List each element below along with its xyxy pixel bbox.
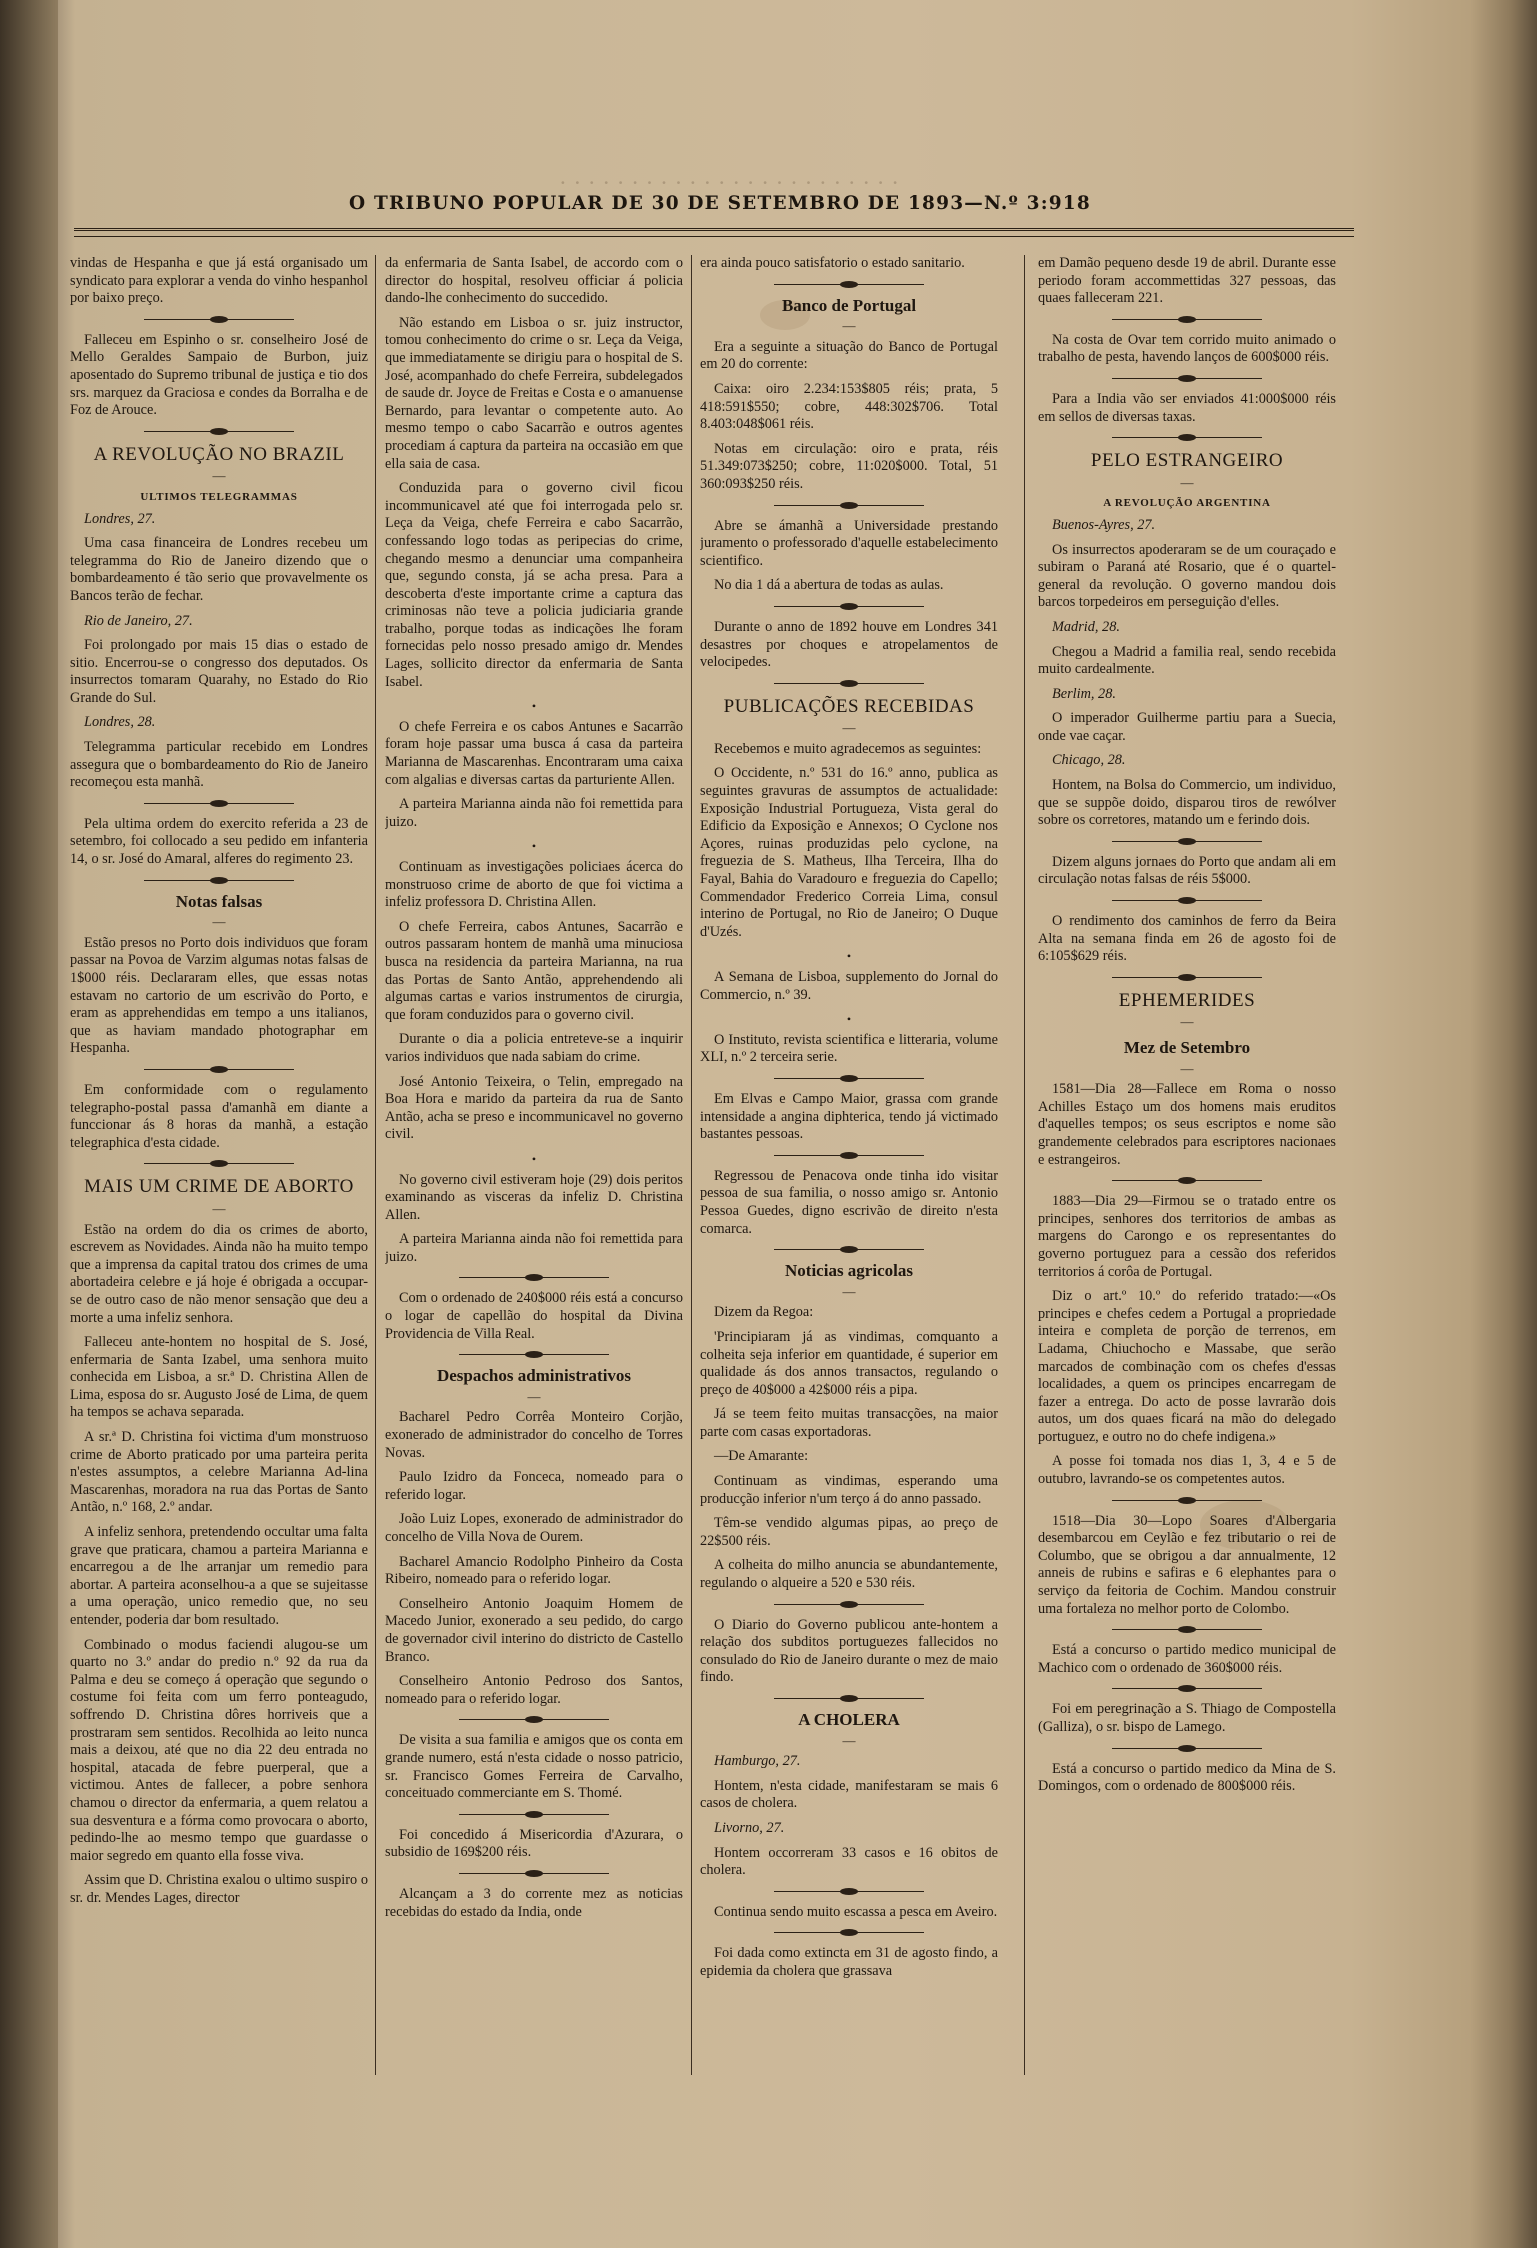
heading-dash: — [527, 1388, 541, 1404]
section-ornament [459, 1273, 609, 1282]
paragraph: Continuam as vindimas, esperando uma producção inferior n'um terço á do anno passado. [700, 1473, 998, 1507]
section-ornament [459, 1810, 609, 1819]
paragraph: Continua sendo muito escassa a pesca em Aveiro. [714, 1903, 998, 1920]
paragraph: A posse foi tomada nos dias 1, 3, 4 e 5 de outubro, lavrando-se os competentes autos. [1038, 1453, 1336, 1488]
show-through-text: · · · · · · · · · · · · · · · · · · · · · · · · [560, 174, 900, 192]
section-heading: Despachos administrativos [436, 1366, 632, 1386]
paragraph: Foi em peregrinação a S. Thiago de Compostella (Galliza), o sr. bispo de Lamego. [1038, 1701, 1336, 1735]
paragraph: O Instituto, revista scientifica e litteraria, volume XLI, n.º 2 terceira serie. [700, 1031, 998, 1066]
section-subheading: ULTIMOS TELEGRAMMAS [140, 490, 298, 503]
dateline: Londres, 28. [84, 714, 156, 731]
paragraph: Hontem, n'esta cidade, manifestaram se mais 6 casos de cholera. [700, 1777, 998, 1812]
paragraph: No dia 1 dá a abertura de todas as aulas. [714, 577, 944, 594]
paragraph: Telegramma particular recebido em Londres assegura que o bombardeamento do Rio de Janeiro recomeçou esta manhã. [70, 739, 368, 791]
paragraph: Em Elvas e Campo Maior, grassa com grande intensidade a angina diphterica, tendo já victimado bastantes pessoas. [700, 1090, 998, 1143]
paragraph: Falleceu em Espinho o sr. conselheiro José de Mello Geraldes Sampaio de Burbon, juiz aposentado do Supremo tribunal de justiça e tio dos srs. marquez da Graciosa e condes da Borralha e de Foz de Arouce. [70, 331, 368, 419]
paragraph: O Occidente, n.º 531 do 16.º anno, publica as seguintes gravuras de assumptos de actualidade: Exposição Industrial Portugueza, Vista geral do Edificio da Exposição e Annexos; O Cyclone nos Açores, ruinas produzidas pelo cyclone, na freguezia de S. Matheus, Ilha Terceira, Ilha do Fayal, Bahia do Varadouro e freguezia do Capello; Commendador Frederico Correia Lima, consul interino de Portugal, no Rio de Janeiro; O Duque d'Uzés. [700, 765, 998, 940]
section-ornament [1112, 837, 1262, 846]
dateline: Berlim, 28. [1052, 685, 1116, 702]
heading-dash: — [842, 318, 856, 334]
paragraph: Paulo Izidro da Fonceca, nomeado para o referido logar. [385, 1469, 683, 1503]
section-ornament [459, 1869, 609, 1878]
paragraph: A colheita do milho anuncia se abundantemente, regulando o alqueire a 520 e 530 réis. [700, 1557, 998, 1592]
paragraph: Está a concurso o partido medico municipal de Machico com o ordenado de 360$000 réis. [1038, 1642, 1336, 1676]
paragraph: Chegou a Madrid a familia real, sendo recebida muito cardealmente. [1038, 643, 1336, 678]
section-ornament [774, 1151, 924, 1160]
section-ornament [459, 1350, 609, 1359]
section-heading: Banco de Portugal [781, 295, 917, 315]
paragraph: Na costa de Ovar tem corrido muito animado o trabalho de pesta, havendo lanços de 600$000 réis. [1038, 331, 1336, 366]
heading-dash: — [1180, 474, 1194, 490]
paragraph: Recebemos e muito agradecemos as seguintes: [714, 740, 982, 757]
heading-dash: — [842, 1732, 856, 1748]
heading-dash: — [1180, 1060, 1194, 1076]
section-ornament [459, 1715, 609, 1724]
column-divider [691, 255, 692, 2075]
header-rule [74, 228, 1354, 231]
paragraph: José Antonio Teixeira, o Telin, empregado na Boa Hora e marido da parteira da rua de Santo Antão, acha se preso e incommunicavel no governo civil. [385, 1073, 683, 1143]
paragraph: Está a concurso o partido medico da Mina de S. Domingos, com o ordenado de 800$000 réis. [1038, 1760, 1336, 1795]
paragraph: Falleceu ante-hontem no hospital de S. José, enfermaria de Santa Izabel, uma senhora muito conhecida em Lisboa, a sr.ª D. Christina Allen de Lima, esposa do sr. Augusto José de Lima, de quem ha tempos se achava separada. [70, 1334, 368, 1421]
section-ornament [144, 799, 294, 808]
section-ornament [774, 1928, 924, 1937]
section-ornament [774, 679, 924, 688]
column-4 [1038, 255, 1336, 2085]
paragraph: Assim que D. Christina exalou o ultimo suspiro o sr. dr. Mendes Lages, director [70, 1872, 368, 1906]
heading-dash: — [842, 720, 856, 736]
section-ornament [144, 427, 294, 436]
separator-bullet: • [846, 1012, 852, 1027]
paragraph: A sr.ª D. Christina foi victima d'um monstruoso crime de Aborto praticado por uma parteira perita n'estes assumptos, a celebre Marianna Ad-lina Mascarenhas, moradora na rua das Portas de Santo Antão, n.º 168, 2.º andar. [70, 1429, 368, 1516]
column-1 [70, 255, 368, 2085]
paragraph: Foi prolongado por mais 15 dias o estado de sitio. Encerrou-se o congresso dos deputados. Os insurrectos tomaram Quarahy, no Estado do Rio Grande do Sul. [70, 637, 368, 706]
section-heading: Noticias agricolas [785, 1261, 913, 1281]
paragraph: Em conformidade com o regulamento telegrapho-postal passa d'amanhã em diante a funccionar ás 8 horas da manhã, a estação telegraphica d'esta cidade. [70, 1081, 368, 1151]
section-heading: A CHOLERA [798, 1710, 900, 1729]
section-ornament [774, 501, 924, 510]
paragraph: em Damão pequeno desde 19 de abril. Durante esse periodo foram accommettidas 327 pessoas, das quaes falleceram 221. [1038, 255, 1336, 307]
paragraph: A parteira Marianna ainda não foi remettida para juizo. [385, 796, 683, 830]
column-divider [1024, 255, 1025, 2075]
section-ornament [774, 1600, 924, 1609]
section-heading: PELO ESTRANGEIRO [1090, 450, 1284, 472]
paragraph: 'Principiaram já as vindimas, comquanto a colheita seja inferior em quantidade, é superior em qualidade ás dos annos transactos, regulando o preço de 40$000 a 42$000 réis a pipa. [700, 1328, 998, 1398]
paragraph: Era a seguinte a situação do Banco de Portugal em 20 do corrente: [700, 338, 998, 373]
section-ornament [1112, 1625, 1262, 1634]
paragraph: João Luiz Lopes, exonerado de administrador do concelho de Villa Nova de Ourem. [385, 1511, 683, 1545]
paragraph: Uma casa financeira de Londres recebeu um telegramma do Rio de Janeiro dizendo que o bombardeamento é tão serio que provavelmente os Bancos terão de fechar. [70, 535, 368, 604]
paragraph: A Semana de Lisboa, supplemento do Jornal do Commercio, n.º 39. [700, 969, 998, 1003]
column-divider [375, 255, 376, 2075]
paragraph: Já se teem feito muitas transacções, na maior parte com casas exportadoras. [700, 1406, 998, 1440]
paragraph: Para a India vão ser enviados 41:000$000 réis em sellos de diversas taxas. [1038, 390, 1336, 425]
dateline: Chicago, 28. [1052, 752, 1126, 769]
section-heading: EPHEMERIDES [1118, 989, 1256, 1011]
paragraph: Regressou de Penacova onde tinha ido visitar pessoa de sua familia, o nosso amigo sr. Antonio Pessoa Guedes, digno escrivão de direito n'esta comarca. [700, 1167, 998, 1237]
column-3 [700, 255, 998, 2085]
paragraph: O imperador Guilherme partiu para a Suecia, onde vae caçar. [1038, 710, 1336, 744]
paragraph: Estão presos no Porto dois individuos que foram passar na Povoa de Varzim algumas notas falsas de 1$000 réis. Declararam elles, que essas notas estavam no cartorio de um escrivão do Porto, e eram as apprehendidas em tempo a uns italianos, que as haviam mandado photographar em Hespanha. [70, 934, 368, 1057]
page-header: O TRIBUNO POPULAR DE 30 DE SETEMBRO DE 1893—N.º 3:918 [349, 193, 1091, 214]
section-ornament [1112, 315, 1262, 324]
heading-dash: — [842, 1283, 856, 1299]
section-ornament [144, 1065, 294, 1074]
paragraph: 1518—Dia 30—Lopo Soares d'Albergaria desembarcou em Ceylão e fez tributario o rei de Columbo, que se obrigou a dar annualmente, 12 anneis de rubins e safiras e 6 elephantes para o serviço da feitoria de Cochim. Mandou construir uma fortaleza no melhor porto de Colombo. [1038, 1512, 1336, 1617]
separator-bullet: • [531, 699, 537, 714]
paragraph: O rendimento dos caminhos de ferro da Beira Alta na semana finda em 26 de agosto foi de 6:105$629 réis. [1038, 913, 1336, 965]
section-ornament [1112, 1496, 1262, 1505]
paragraph: Continuam as investigações policiaes ácerca do monstruoso crime de aborto de que foi victima a infeliz professora D. Christina Allen. [385, 859, 683, 911]
binding-edge [0, 0, 58, 2248]
section-ornament [1112, 896, 1262, 905]
paragraph: De visita a sua familia e amigos que os conta em grande numero, está n'esta cidade o nosso patricio, sr. Francisco Gomes Ferreira de Carvalho, conceituado commerciante em S. Thomé. [385, 1732, 683, 1802]
paragraph: —De Amarante: [714, 1448, 809, 1465]
paragraph: Alcançam a 3 do corrente mez as noticias recebidas do estado da India, onde [385, 1885, 683, 1920]
paragraph: Com o ordenado de 240$000 réis está a concurso o logar de capellão do hospital da Divina Providencia de Villa Real. [385, 1290, 683, 1342]
dateline: Rio de Janeiro, 27. [84, 612, 193, 629]
section-heading: Mez de Setembro [1123, 1038, 1251, 1057]
paragraph: A infeliz senhora, pretendendo occultar uma falta grave que praticara, chamou a parteira Marianna e encarregou a de lhe arranjar um remedio para abortar. A parteira aconselhou-a a que se sujeitasse a uma operação, unico remedio que, no seu entender, poderia dar bom resultado. [70, 1524, 368, 1628]
paragraph: Conselheiro Antonio Pedroso dos Santos, nomeado para o referido logar. [385, 1673, 683, 1707]
section-ornament [774, 1694, 924, 1703]
dateline: Livorno, 27. [714, 1819, 785, 1836]
paragraph: Caixa: oiro 2.234:153$805 réis; prata, 5 418:591$550; cobre, 448:302$706. Total 8.403:048$061 réis. [700, 380, 998, 433]
paragraph: Conduzida para o governo civil ficou incommunicavel até que foi interrogada pelo sr. Leça da Veiga, chefe Ferreira e cabo Sacarrão, confessando logo todas as peripecias do crime, chegando mesmo a denunciar uma companheira que, segundo consta, já se acha presa. Para a descoberta d'este importante crime a captura das criminosas não teve a policia judiciaria grande trabalho, porque todas as indicações lhe foram fornecidas pelo nosso presado amigo dr. Mendes Lages, sollicito director da enfermaria de Santa Isabel. [385, 480, 683, 690]
section-ornament [1112, 433, 1262, 442]
paragraph: Bacharel Pedro Corrêa Monteiro Corjão, exonerado de administrador do concelho de Torres Novas. [385, 1409, 683, 1461]
section-heading: Notas falsas [175, 891, 263, 911]
heading-dash: — [212, 468, 226, 484]
separator-bullet: • [531, 1151, 537, 1166]
paragraph: era ainda pouco satisfatorio o estado sanitario. [700, 255, 965, 271]
paragraph: Foi dada como extincta em 31 de agosto findo, a epidemia da cholera que grassava [700, 1945, 998, 1979]
section-ornament [774, 602, 924, 611]
section-ornament [774, 280, 924, 289]
paragraph: Estão na ordem do dia os crimes de aborto, escrevem as Novidades. Ainda não ha muito tempo que a imprensa da capital tratou dos crimes de uma abortadeira celebre e já hoje é obrigada a occupar-se de outro caso de não menor sensação que deu a morte a uma infeliz senhora. [70, 1221, 368, 1326]
section-ornament [1112, 1684, 1262, 1693]
separator-bullet: • [531, 839, 537, 854]
section-heading: PUBLICAÇÕES RECEBIDAS [723, 695, 975, 717]
paragraph: Foi concedido á Misericordia d'Azurara, o subsidio de 169$200 réis. [385, 1826, 683, 1861]
paragraph: Não estando em Lisboa o sr. juiz instructor, tomou conhecimento do crime o sr. Leça da Veiga, que immediatamente se dirigiu para o hospital de S. José, acompanhado do chefe Ferreira, subdelegados de saude dr. Joyce de Freitas e Costa e o amanuense Bernardo, para levantar o competente auto. Ao mesmo tempo o cabo Sacarrão e outros agentes procediam á captura da parteira na occasião em que ella saia de casa. [385, 314, 683, 472]
section-ornament [1112, 1176, 1262, 1185]
paragraph: Dizem da Regoa: [714, 1304, 814, 1321]
paragraph: vindas de Hespanha e que já está organisado um syndicato para explorar a venda do vinho hespanhol por baixo preço. [70, 255, 368, 307]
section-heading: MAIS UM CRIME DE ABORTO [84, 1176, 354, 1198]
heading-dash: — [1180, 1014, 1194, 1030]
section-ornament [144, 1159, 294, 1168]
paragraph: Diz o art.º 10.º do referido tratado:—«Os principes e chefes cedem a Portugal a propriedade inteira e completa de porção de terrenos, em Ladama, Chiuchocho e Massabe, que serão marcados de combinação com os chefes d'essas localidades, a quem os principes encarregam de fazer a entrega. Do acto de posse lavrarão dois autos, um dos quaes ficará na mão do delegado portuguez, e outro no do chefe indigena.» [1038, 1288, 1336, 1445]
section-ornament [774, 1887, 924, 1896]
dateline: Madrid, 28. [1052, 618, 1120, 635]
paragraph: da enfermaria de Santa Isabel, de accordo com o director do hospital, resolveu officiar á policia dando-lhe conhecimento do succedido. [385, 255, 683, 307]
paragraph: Conselheiro Antonio Joaquim Homem de Macedo Junior, exonerado a seu pedido, do cargo de governador civil interino do districto de Castello Branco. [385, 1595, 683, 1665]
section-ornament [1112, 374, 1262, 383]
paragraph: 1883—Dia 29—Firmou se o tratado entre os principes, senhores dos territorios de ambas as margens do Carongo e os representantes do governo portuguez para a cessão dos referidos territorios á corôa de Portugal. [1038, 1193, 1336, 1280]
header-rule [74, 236, 1354, 237]
paragraph: Abre se ámanhã a Universidade prestando juramento o professorado d'aquelle estabelecimento scientifico. [700, 517, 998, 569]
paragraph: 1581—Dia 28—Fallece em Roma o nosso Achilles Estaço um dos homens mais eruditos d'aquelles tempos; os seus escriptos e nome são grandemente celebrados para escriptores nacionaes e estrangeiros. [1038, 1081, 1336, 1168]
paragraph: Têm-se vendido algumas pipas, ao preço de 22$500 réis. [700, 1515, 998, 1549]
paragraph: Combinado o modus faciendi alugou-se um quarto no 3.º andar do predio n.º 92 da rua da Palma e deu se começo á operação que segundo o costume foi feita com um ferro ponteagudo, soffrendo D. Christina dôres horriveis que a prostraram sem sentidos. Recolhida ao leito nunca mais a deixou, até que no dia 22 deu entrada no hospital, atacada de febre puerperal, que a victimou. Antes de fallecer, a pobre senhora chamou o director da enfermaria, a quem relatou a sua desventura e a fórma como provocara o aborto, pedindo-lhe ao mesmo tempo que guardasse o maior segredo em quanto ella fosse viva. [70, 1636, 368, 1864]
paragraph: Os insurrectos apoderaram se de um couraçado e subiram o Paraná até Rosario, que é o quartel-general da revolução. O governo mandou dois barcos torpedeiros em perseguição d'elles. [1038, 541, 1336, 611]
section-ornament [774, 1074, 924, 1083]
paragraph: A parteira Marianna ainda não foi remettida para juizo. [385, 1231, 683, 1265]
paragraph: No governo civil estiveram hoje (29) dois peritos examinando as visceras da infeliz D. Christina Allen. [385, 1171, 683, 1223]
dateline: Londres, 27. [84, 510, 156, 527]
paragraph: Dizem alguns jornaes do Porto que andam ali em circulação notas falsas de réis 5$000. [1038, 853, 1336, 888]
paragraph: Notas em circulação: oiro e prata, réis 51.349:073$250; cobre, 11:020$000. Total, 51 360:093$250 réis. [700, 440, 998, 492]
separator-bullet: • [846, 949, 852, 964]
column-2 [385, 255, 683, 2085]
section-ornament [144, 315, 294, 324]
paragraph: Durante o anno de 1892 houve em Londres 341 desastres por choques e atropelamentos de velocipedes. [700, 618, 998, 671]
paragraph: Hontem occorreram 33 casos e 16 obitos de cholera. [700, 1844, 998, 1879]
paragraph: O chefe Ferreira, cabos Antunes, Sacarrão e outros passaram hontem de manhã uma minuciosa busca na residencia da parteira Marianna, na rua das Portas de Santo Antão, apprehendendo ali algumas cartas e varios instrumentos de cirurgia, que foram conduzidos para o governo civil. [385, 918, 683, 1023]
section-heading: A REVOLUÇÃO NO BRAZIL [93, 443, 345, 465]
paragraph: Pela ultima ordem do exercito referida a 23 de setembro, foi collocado a seu pedido em infanteria 14, o sr. José do Amaral, alferes do regimento 23. [70, 815, 368, 868]
paragraph: Durante o dia a policia entreteve-se a inquirir varios individuos que nada sabiam do crime. [385, 1031, 683, 1065]
heading-dash: — [212, 914, 226, 930]
paragraph: Bacharel Amancio Rodolpho Pinheiro da Costa Ribeiro, nomeado para o referido logar. [385, 1553, 683, 1588]
section-ornament [144, 876, 294, 885]
dateline: Buenos-Ayres, 27. [1052, 516, 1156, 533]
section-ornament [774, 1245, 924, 1254]
section-ornament [1112, 1744, 1262, 1753]
paragraph: O chefe Ferreira e os cabos Antunes e Sacarrão foram hoje passar uma busca á casa da parteira Marianna de Mascarenhas. Encontraram uma caixa com algalias e diversas cartas da parturiente Allen. [385, 718, 683, 788]
paragraph: Hontem, na Bolsa do Commercio, um individuo, que se suppõe doido, disparou tiros de rewólver sobre os corretores, matando um e ferindo dois. [1038, 777, 1336, 829]
section-ornament [1112, 973, 1262, 982]
heading-dash: — [212, 1200, 226, 1216]
dateline: Hamburgo, 27. [714, 1753, 801, 1770]
section-subheading: A REVOLUÇÃO ARGENTINA [1103, 497, 1271, 510]
paragraph: O Diario do Governo publicou ante-hontem a relação dos subditos portuguezes fallecidos no consulado do Rio de Janeiro durante o mez de maio findo. [700, 1616, 998, 1686]
